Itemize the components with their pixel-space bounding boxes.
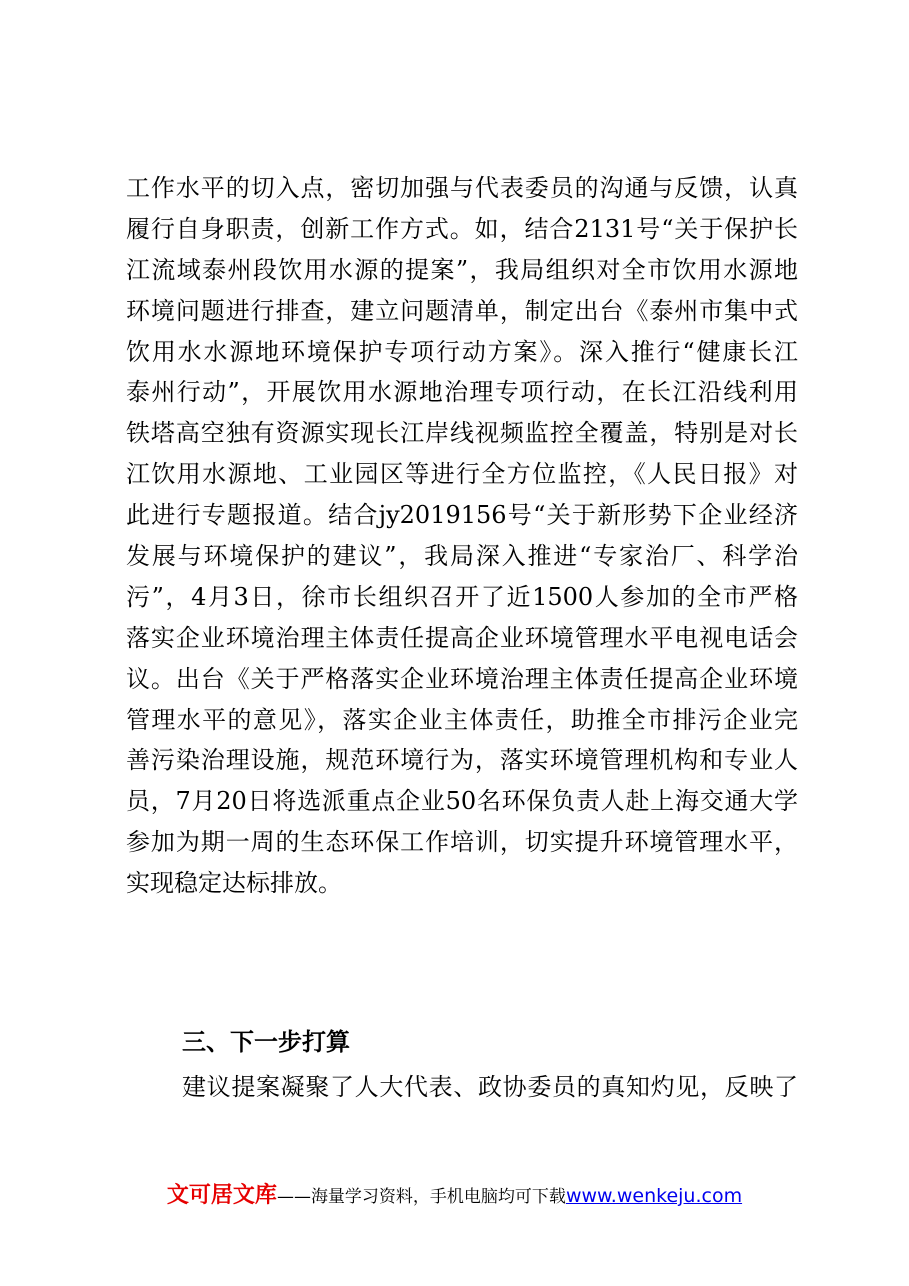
text-line: 铁塔高空独有资源实现长江岸线视频监控全覆盖，特别是对长	[126, 419, 798, 448]
next-paragraph-line: 建议提案凝聚了人大代表、政协委员的真知灼见，反映了	[182, 1073, 798, 1101]
footer-brand: 文可居文库	[166, 1183, 277, 1208]
text-line: 履行自身职责，创新工作方式。如，结合2131号“关于保护长	[126, 214, 798, 243]
text-line: 环境问题进行排查，建立问题清单，制定出台《泰州市集中式	[126, 296, 798, 325]
text-line: 泰州行动”，开展饮用水源地治理专项行动，在长江沿线利用	[126, 378, 798, 407]
text-line: 江饮用水源地、工业园区等进行全方位监控，《人民日报》对	[126, 460, 798, 489]
body-paragraph	[126, 168, 798, 904]
text-line: 此进行专题报道。结合jy2019156号“关于新形势下企业经济	[126, 501, 798, 530]
text-line: 议。出台《关于严格落实企业环境治理主体责任提高企业环境	[126, 664, 798, 693]
text-line: 管理水平的意见》，落实企业主体责任，助推全市排污企业完	[126, 705, 798, 734]
text-line: 员，7月20日将选派重点企业50名环保负责人赴上海交通大学	[126, 787, 798, 816]
section-heading: 三、下一步打算	[182, 1028, 350, 1056]
text-line: 实现稳定达标排放。	[126, 869, 342, 898]
text-line: 善污染治理设施，规范环境行为，落实环境管理机构和专业人	[126, 746, 798, 775]
text-line: 发展与环境保护的建议”，我局深入推进“专家治厂、科学治	[126, 542, 798, 571]
text-line: 落实企业环境治理主体责任提高企业环境管理水平电视电话会	[126, 623, 798, 652]
text-line: 江流域泰州段饮用水源的提案”，我局组织对全市饮用水源地	[126, 255, 798, 284]
footer-slogan: ——海量学习资料，手机电脑均可下载	[276, 1187, 566, 1207]
footer-link[interactable]: www.wenkeju.com	[565, 1185, 743, 1207]
text-line: 参加为期一周的生态环保工作培训，切实提升环境管理水平，	[126, 828, 798, 857]
text-line: 饮用水水源地环境保护专项行动方案》。深入推行“健康长江	[126, 337, 798, 366]
text-line: 工作水平的切入点，密切加强与代表委员的沟通与反馈，认真	[126, 174, 798, 202]
text-line: 污”，4月3日，徐市长组织召开了近1500人参加的全市严格	[126, 582, 798, 611]
footer-banner	[0, 1180, 909, 1212]
